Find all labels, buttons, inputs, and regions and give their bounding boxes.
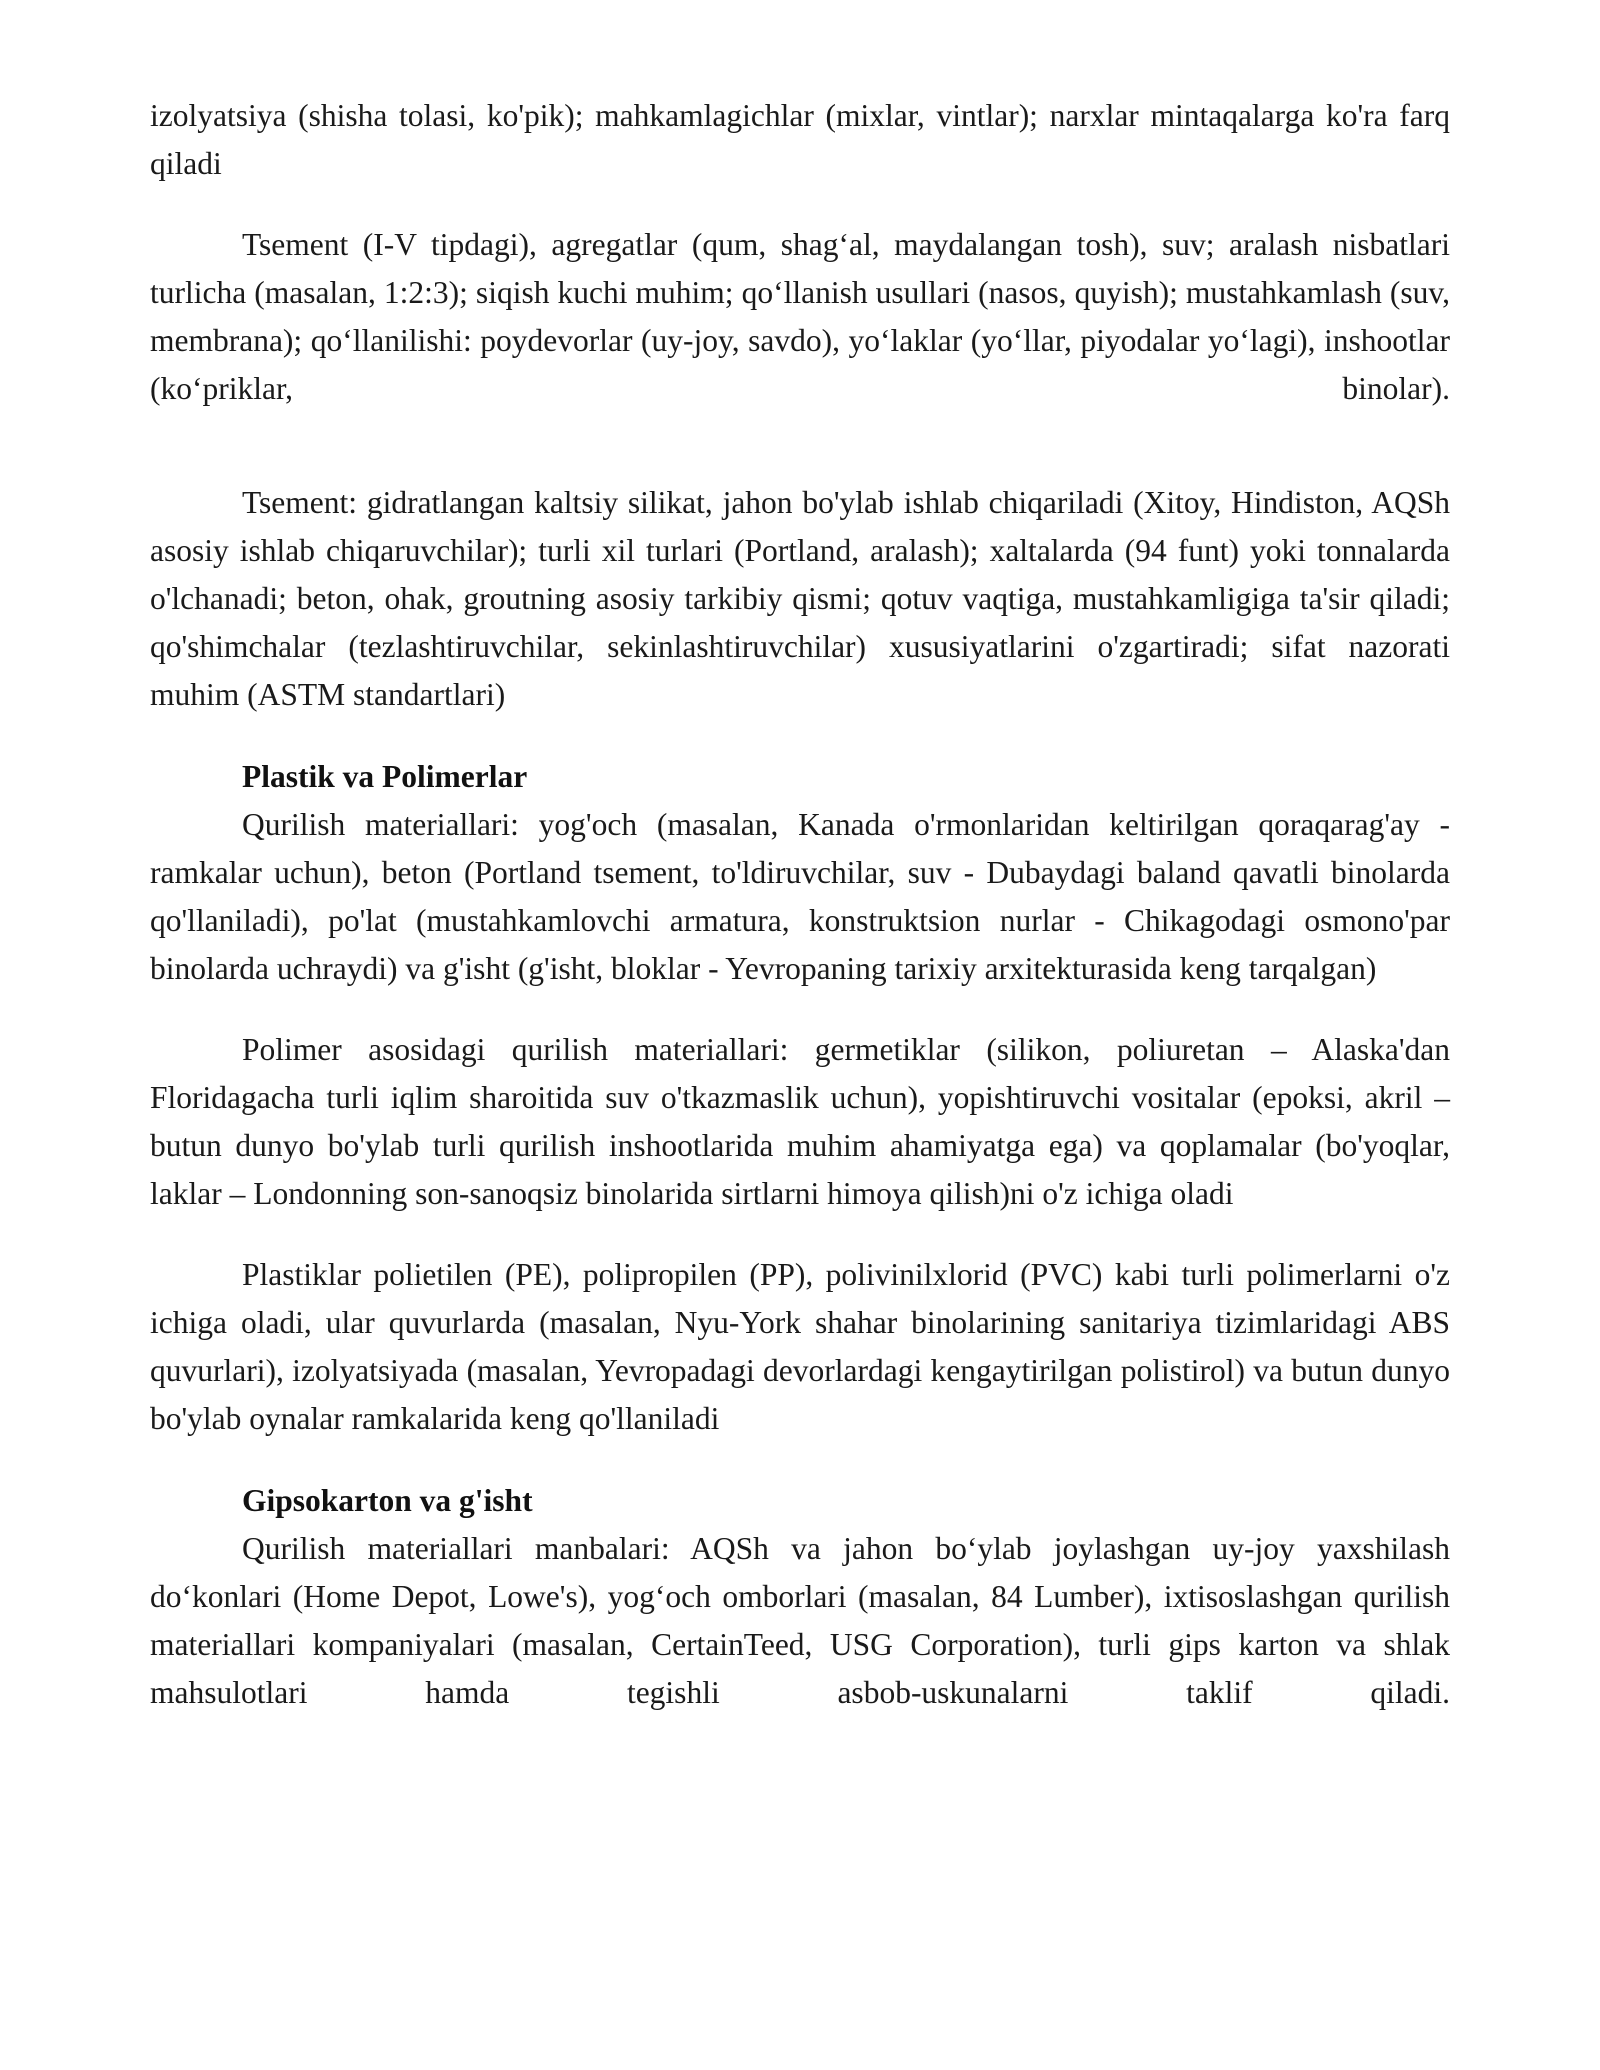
paragraph-material-sources: Qurilish materiallari manbalari: AQSh va jahon bo‘ylab joylashgan uy-joy yaxshilash do‘konlari (Home Depot, Lowe's), yog‘och omborlari (masalan, 84 Lumber), ixtisoslashgan qurilish materiallari kompaniyalari (masalan, CertainTeed, USG Corporation), turli gips karton va shlak mahsulotlari hamda tegishli asbob-uskunalarni taklif qiladi.: [150, 1531, 1450, 1710]
section-heading-plastics: Plastik va Polimerlar: [242, 759, 528, 794]
paragraph-building-materials: Qurilish materiallari: yog'och (masalan, Kanada o'rmonlaridan keltirilgan qoraqarag'ay - ramkalar uchun), beton (Portland tsement, to'ldiruvchilar, suv - Dubaydagi baland qavatli binolarda qo'llaniladi), po'lat (mustahkamlovchi armatura, konstruktsion nurlar - Chikagodagi osmono'par binolarda uchraydi) va g'isht (g'isht, bloklar - Yevropaning tarixiy arxitekturasida keng tarqalgan): [150, 807, 1450, 986]
spacer: [150, 1443, 1450, 1477]
section-heading-drywall: Gipsokarton va g'isht: [242, 1483, 533, 1518]
spacer: [150, 993, 1450, 1026]
paragraph-polymer-materials: Polimer asosidagi qurilish materiallari: germetiklar (silikon, poliuretan – Alaska'dan Floridagacha turli iqlim sharoitida suv o'tkazmaslik uchun), yopishtiruvchi vositalar (epoksi, akril – butun dunyo bo'ylab turli qurilish inshootlarida muhim ahamiyatga ega) va qoplamalar (bo'yoqlar, laklar – Londonning son-sanoqsiz binolarida sirtlarni himoya qilish)ni o'z ichiga oladi: [150, 1032, 1450, 1211]
spacer: [150, 188, 1450, 221]
spacer: [150, 1218, 1450, 1251]
paragraph-concrete: Tsement (I-V tipdagi), agregatlar (qum, shag‘al, maydalangan tosh), suv; aralash nisbatlari turlicha (masalan, 1:2:3); siqish kuchi muhim; qo‘llanish usullari (nasos, quyish); mustahkamlash (suv, membrana); qo‘llanilishi: poydevorlar (uy-joy, savdo), yo‘laklar (yo‘llar, piyodalar yo‘lagi), inshootlar (ko‘priklar, binolar).: [150, 227, 1450, 406]
paragraph-cement: Tsement: gidratlangan kaltsiy silikat, jahon bo'ylab ishlab chiqariladi (Xitoy, Hindiston, AQSh asosiy ishlab chiqaruvchilar); turli xil turlari (Portland, aralash); xaltalarda (94 funt) yoki tonnalarda o'lchanadi; beton, ohak, groutning asosiy tarkibiy qismi; qotuv vaqtiga, mustahkamligiga ta'sir qiladi; qo'shimchalar (tezlashtiruvchilar, sekinlashtiruvchilar) xususiyatlarini o'zgartiradi; sifat nazorati muhim (ASTM standartlari): [150, 485, 1450, 712]
spacer: [150, 719, 1450, 753]
paragraph-plastics: Plastiklar polietilen (PE), polipropilen (PP), polivinilxlorid (PVC) kabi turli polimerlarni o'z ichiga oladi, ular quvurlarda (masalan, Nyu-York shahar binolarining sanitariya tizimlaridagi ABS quvurlari), izolyatsiyada (masalan, Yevropadagi devorlardagi kengaytirilgan polistirol) va butun dunyo bo'ylab oynalar ramkalarida keng qo'llaniladi: [150, 1257, 1450, 1436]
paragraph-insulation: izolyatsiya (shisha tolasi, ko'pik); mahkamlagichlar (mixlar, vintlar); narxlar mintaqalarga ko'ra farq qiladi: [150, 98, 1450, 181]
spacer: [150, 413, 1450, 479]
